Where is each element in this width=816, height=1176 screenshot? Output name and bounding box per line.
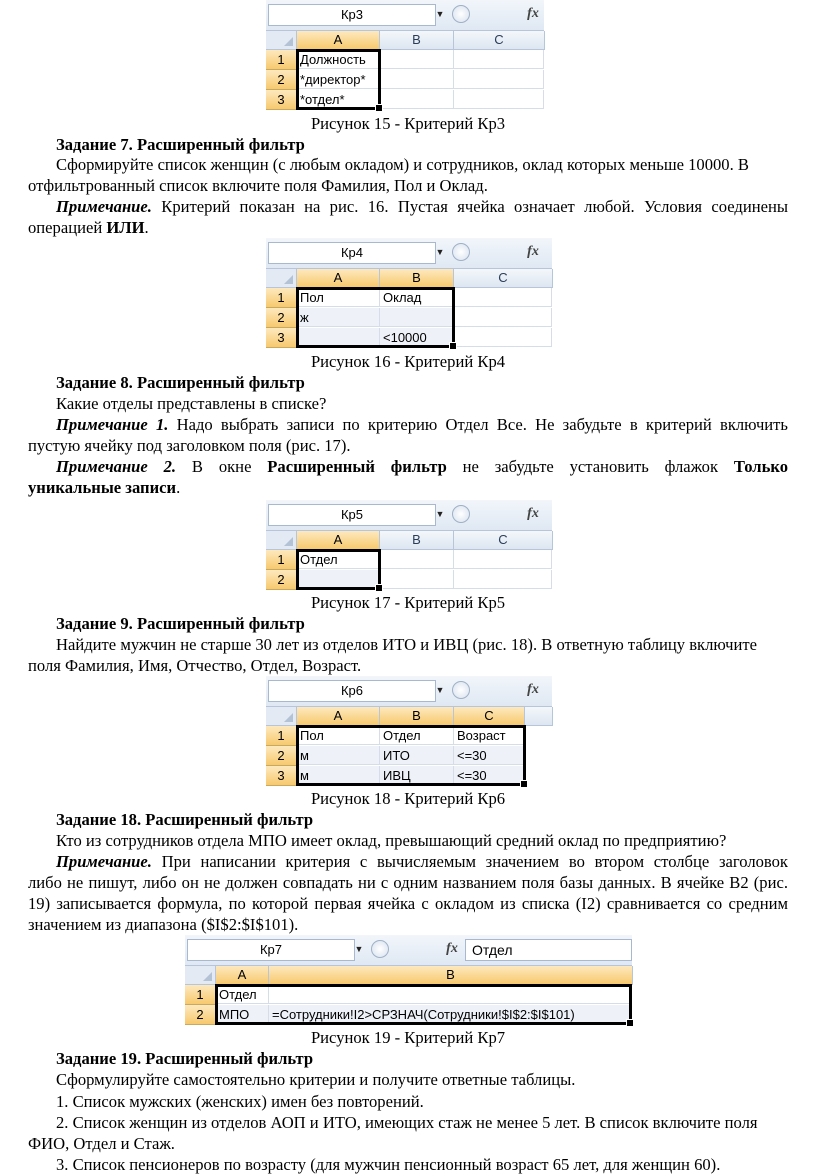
column-header-b[interactable]: B	[380, 707, 454, 726]
column-header-a[interactable]: A	[297, 531, 380, 550]
name-box-dropdown-icon[interactable]: ▼	[354, 944, 364, 954]
task-18-note-cont: значением из диапазона ($I$2:$I$101).	[28, 915, 299, 934]
task-19-item-1: 1. Список мужских (женских) имен без повторений.	[56, 1092, 424, 1111]
row-header[interactable]: 1	[266, 726, 297, 746]
cell-c1[interactable]	[454, 50, 544, 69]
row-header[interactable]: 2	[266, 70, 297, 90]
task-7-text-cont: отфильтрованный список включите поля Фамилия, Пол и Оклад.	[28, 176, 488, 195]
cell-b3[interactable]: ИВЦ	[380, 766, 454, 785]
task-18-note-cont: 19) записывается формула, по которой первая ячейка с окладом из списка (I2) сравнивается со средним	[28, 894, 788, 913]
column-header-c[interactable]: C	[454, 707, 525, 726]
task-18-note-cont: либо не пишут, либо он не должен совпадать ни с одним названием поля базы данных. В ячейке В2 (рис.	[28, 873, 788, 892]
note-text: операцией	[28, 218, 107, 237]
formula-bar-resize-icon[interactable]	[452, 505, 470, 523]
name-box-dropdown-icon[interactable]: ▼	[435, 9, 445, 19]
formula-bar-resize-icon[interactable]	[452, 681, 470, 699]
row-header[interactable]: 2	[266, 570, 297, 590]
task-18-question: Кто из сотрудников отдела МПО имеет оклад, превышающий средний оклад по предприятию?	[56, 831, 727, 850]
row-header[interactable]: 1	[266, 288, 297, 308]
name-box-dropdown-icon[interactable]: ▼	[435, 509, 445, 519]
cell-a1[interactable]: Отдел	[216, 985, 269, 1004]
column-header-b[interactable]: B	[269, 966, 633, 985]
column-header-b[interactable]: B	[380, 269, 454, 288]
selection-range	[296, 549, 381, 590]
task-19-item-2-cont: ФИО, Отдел и Стаж.	[28, 1134, 175, 1153]
task-7-text: Сформируйте список женщин (с любым окладом) и сотрудников, оклад которых меньше 10000. В	[56, 155, 749, 174]
row-header[interactable]: 2	[266, 746, 297, 766]
column-header-b[interactable]: B	[380, 531, 454, 550]
task-7-note-cont	[28, 218, 788, 238]
note-text: Критерий показан на рис. 16. Пустая ячейка означает любой. Условия соединены	[151, 197, 788, 216]
task-9-text-cont: поля Фамилия, Имя, Отчество, Отдел, Возраст.	[28, 656, 362, 675]
figure-17-caption: Рисунок 17 - Критерий Кр5	[310, 593, 506, 612]
task-8-note-1	[56, 415, 788, 435]
figure-16-caption: Рисунок 16 - Критерий Кр4	[310, 352, 506, 371]
insert-function-icon[interactable]: fx	[446, 941, 458, 956]
note-text: не забудьте установить флажок	[446, 457, 734, 476]
cell-b2[interactable]: =Сотрудники!I2>СРЗНАЧ(Сотрудники!$I$2:$I$101)	[269, 1005, 632, 1024]
formula-bar-resize-icon[interactable]	[452, 243, 470, 261]
task-8-question: Какие отделы представлены в списке?	[56, 394, 327, 413]
note-text: При написании критерия с вычисляемым значением во втором столбце заголовок	[151, 852, 788, 871]
task-8-note-2	[56, 457, 788, 477]
row-header[interactable]: 3	[266, 90, 297, 110]
cell-a1[interactable]: Должность	[297, 50, 380, 69]
task-9-title: Задание 9. Расширенный фильтр	[56, 614, 305, 633]
cell-b1[interactable]: Отдел	[380, 726, 454, 745]
task-19-item-3: 3. Список пенсионеров по возрасту (для мужчин пенсионный возраст 65 лет, для женщин 60).	[56, 1155, 721, 1174]
cell-b1[interactable]	[380, 550, 454, 569]
insert-function-icon[interactable]: fx	[527, 506, 539, 521]
task-7-title: Задание 7. Расширенный фильтр	[56, 135, 305, 154]
select-all-corner[interactable]	[266, 531, 297, 550]
note-label: Примечание.	[56, 852, 152, 871]
cell-b1[interactable]: Оклад	[380, 288, 454, 307]
insert-function-icon[interactable]: fx	[527, 6, 539, 21]
name-box-dropdown-icon[interactable]: ▼	[435, 247, 445, 257]
note-bold: Только	[733, 457, 788, 476]
cell-b3[interactable]	[380, 90, 454, 109]
selection-range	[215, 984, 632, 1025]
cell-c2[interactable]: <=30	[454, 746, 525, 765]
cell-b2[interactable]	[380, 570, 454, 589]
task-8-note-2-cont	[28, 478, 788, 498]
row-header[interactable]: 1	[185, 985, 216, 1005]
row-header[interactable]: 2	[266, 308, 297, 328]
formula-input[interactable]: Отдел	[465, 939, 632, 961]
figure-18-caption: Рисунок 18 - Критерий Кр6	[310, 789, 506, 808]
cell-a2[interactable]: м	[297, 746, 380, 765]
task-8-title: Задание 8. Расширенный фильтр	[56, 373, 305, 392]
cell-c2[interactable]	[454, 70, 544, 89]
selection-range	[296, 287, 455, 348]
name-box[interactable]: Кр7	[187, 939, 355, 961]
cell-c3[interactable]	[454, 328, 552, 347]
name-box-dropdown-icon[interactable]: ▼	[435, 685, 445, 695]
figure-17-spreadsheet	[266, 500, 552, 590]
name-box[interactable]: Кр5	[268, 504, 436, 526]
cell-c3[interactable]: <=30	[454, 766, 525, 785]
select-all-corner[interactable]	[266, 707, 297, 726]
column-header-c[interactable]: C	[454, 269, 553, 288]
cell-b2[interactable]	[380, 70, 454, 89]
name-box[interactable]: Кр6	[268, 680, 436, 702]
cell-a3[interactable]: *отдел*	[297, 90, 380, 109]
column-header-a[interactable]: A	[297, 707, 380, 726]
task-19-title: Задание 19. Расширенный фильтр	[56, 1049, 314, 1068]
note-text: Надо выбрать записи по критерию Отдел Все. Не забудьте в критерий включить	[168, 415, 788, 434]
row-header[interactable]: 2	[185, 1005, 216, 1025]
select-all-corner[interactable]	[266, 269, 297, 288]
figure-15-spreadsheet	[266, 0, 544, 110]
row-header[interactable]: 3	[266, 328, 297, 348]
column-header-a[interactable]: A	[216, 966, 269, 985]
note-text: В окне	[176, 457, 268, 476]
cell-a1[interactable]: Пол	[297, 726, 380, 745]
cell-a2[interactable]: ж	[297, 308, 380, 327]
formula-bar-resize-icon[interactable]	[371, 940, 389, 958]
row-header[interactable]: 3	[266, 766, 297, 786]
cell-a3[interactable]: м	[297, 766, 380, 785]
cell-c1[interactable]	[454, 550, 552, 569]
cell-b3[interactable]: <10000	[380, 328, 454, 347]
insert-function-icon[interactable]: fx	[527, 682, 539, 697]
note-label: Примечание 1.	[56, 415, 169, 434]
column-header-b[interactable]: B	[380, 31, 454, 50]
cell-c2[interactable]	[454, 570, 552, 589]
column-header-c[interactable]: C	[454, 31, 545, 50]
select-all-corner[interactable]	[266, 31, 297, 50]
select-all-corner[interactable]	[185, 966, 216, 985]
task-18-note	[56, 852, 788, 872]
column-header-d[interactable]	[525, 707, 553, 726]
figure-15-caption: Рисунок 15 - Критерий Кр3	[310, 114, 506, 133]
selection-range	[296, 49, 381, 110]
task-18-title: Задание 18. Расширенный фильтр	[56, 810, 314, 829]
selection-range	[296, 725, 526, 786]
row-header[interactable]: 1	[266, 550, 297, 570]
note-text: .	[176, 478, 181, 497]
task-8-note-1-cont: пустую ячейку под заголовком поля (рис. 17).	[28, 436, 351, 455]
cell-c2[interactable]	[454, 308, 552, 327]
task-7-note	[56, 197, 788, 217]
task-9-text: Найдите мужчин не старше 30 лет из отделов ИТО и ИВЦ (рис. 18). В ответную таблицу включите	[56, 635, 757, 654]
formula-bar-resize-icon[interactable]	[452, 5, 470, 23]
column-header-c[interactable]: C	[454, 531, 553, 550]
note-label: Примечание 2.	[56, 457, 177, 476]
column-header-a[interactable]: A	[297, 31, 380, 50]
task-19-item-2: 2. Список женщин из отделов АОП и ИТО, имеющих стаж не менее 5 лет. В список включите поля	[56, 1113, 758, 1132]
insert-function-icon[interactable]: fx	[527, 244, 539, 259]
figure-16-spreadsheet	[266, 238, 552, 348]
note-bold: ИЛИ	[106, 218, 145, 237]
note-bold: Расширенный фильтр	[267, 457, 447, 476]
column-header-a[interactable]: A	[297, 269, 380, 288]
name-box[interactable]: Кр3	[268, 4, 436, 26]
cell-a1[interactable]: Пол	[297, 288, 380, 307]
note-label: Примечание.	[56, 197, 152, 216]
cell-a1[interactable]: Отдел	[297, 550, 380, 569]
cell-b2[interactable]: ИТО	[380, 746, 454, 765]
figure-19-spreadsheet	[185, 935, 632, 1025]
cell-c1[interactable]: Возраст	[454, 726, 525, 745]
cell-c1[interactable]	[454, 288, 552, 307]
figure-18-spreadsheet	[266, 676, 552, 786]
cell-a2[interactable]: МПО	[216, 1005, 269, 1024]
figure-19-caption: Рисунок 19 - Критерий Кр7	[310, 1028, 506, 1047]
cell-a2[interactable]: *директор*	[297, 70, 380, 89]
row-header[interactable]: 1	[266, 50, 297, 70]
note-bold: уникальные записи	[28, 478, 177, 497]
cell-b1[interactable]	[380, 50, 454, 69]
name-box[interactable]: Кр4	[268, 242, 436, 264]
cell-c3[interactable]	[454, 90, 544, 109]
task-19-intro: Сформулируйте самостоятельно критерии и получите ответные таблицы.	[56, 1070, 576, 1089]
note-text: .	[144, 218, 149, 237]
